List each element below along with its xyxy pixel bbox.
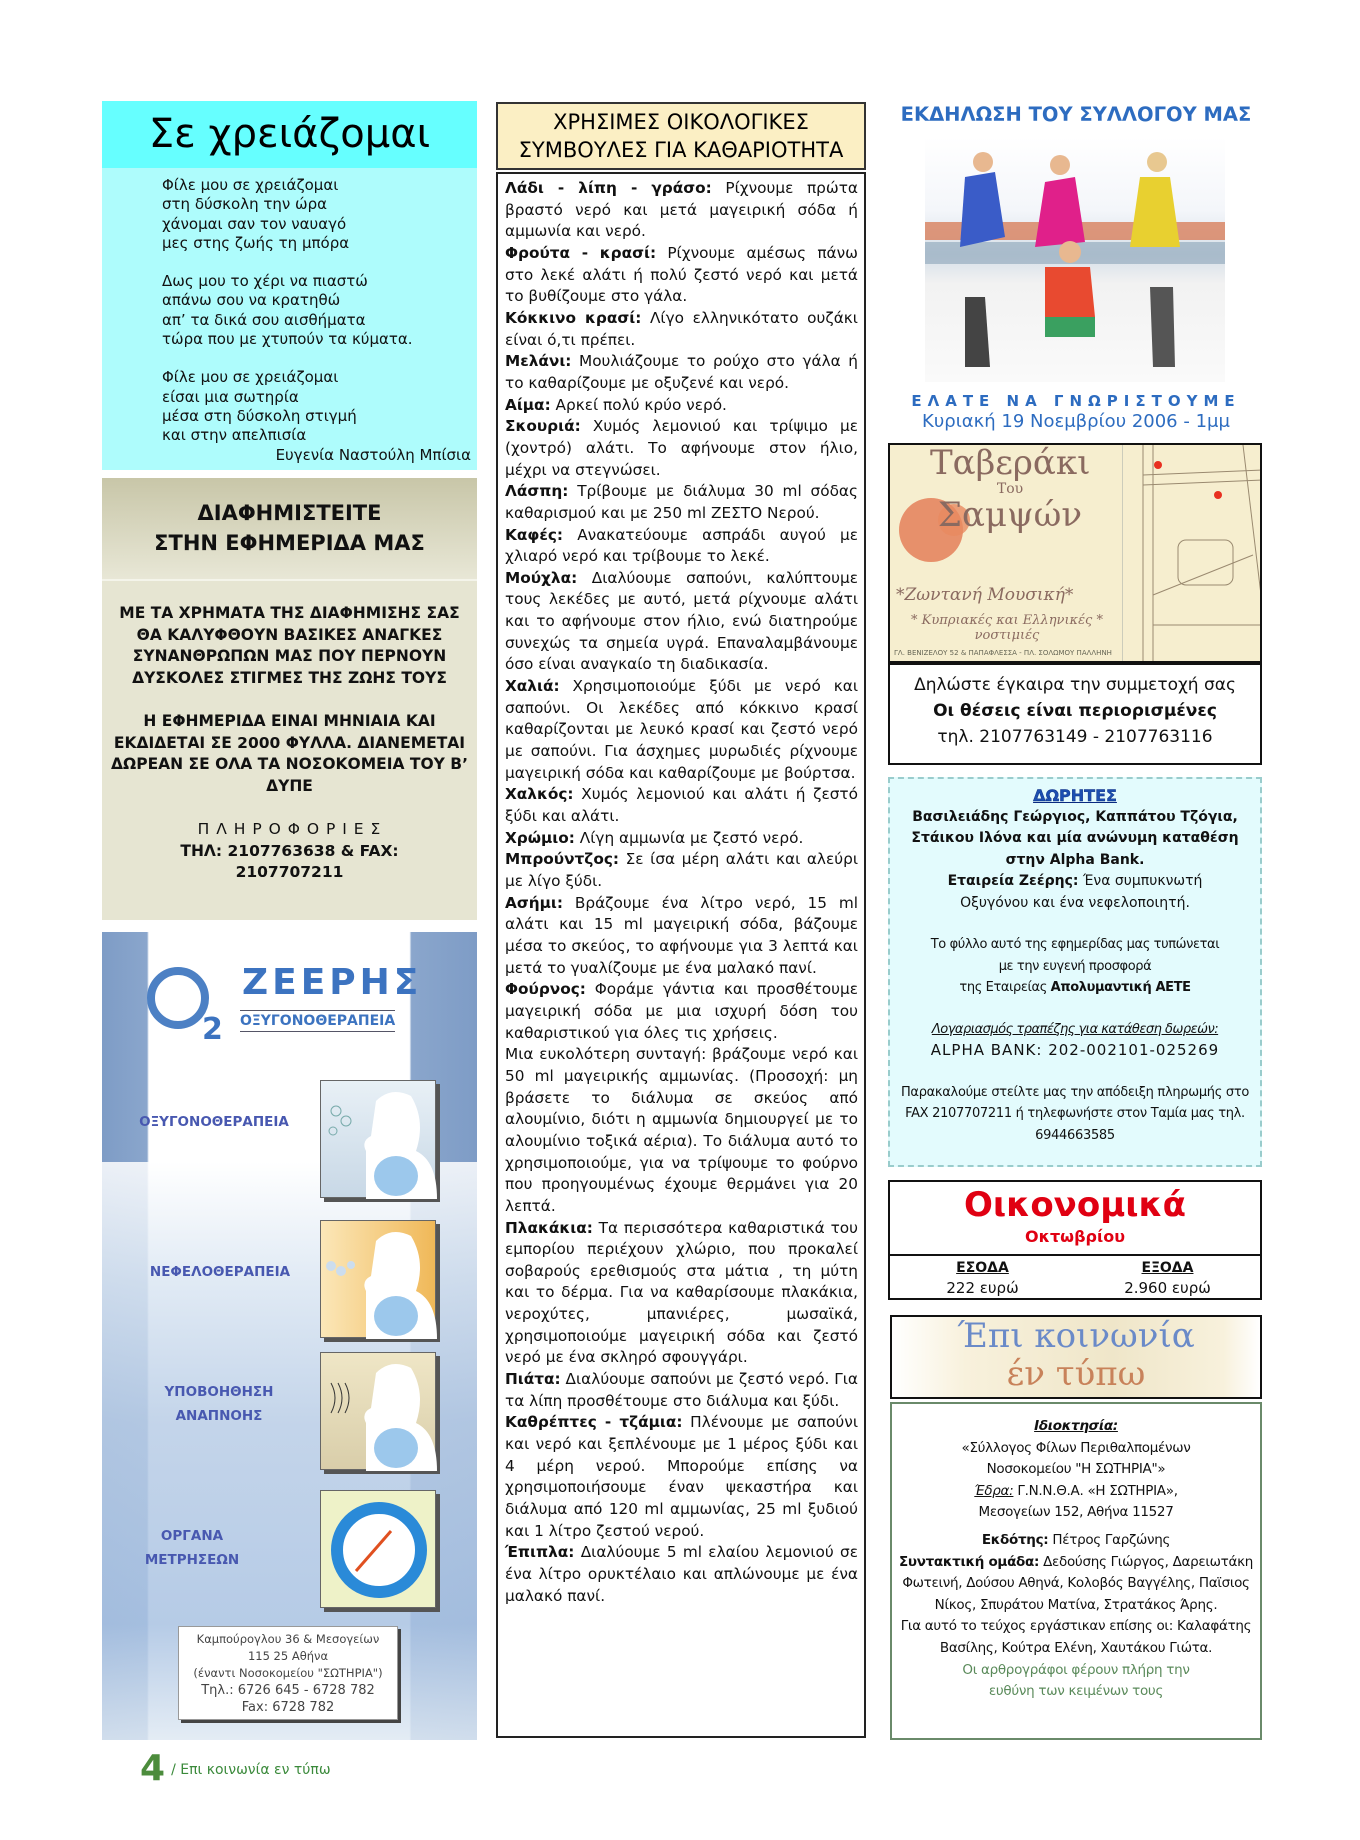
taverna-name-line: Του [996, 481, 1024, 497]
taverna-music: *Ζωντανή Μουσική* [896, 585, 1074, 605]
poem-line: απάνω σου να κρατηθώ [162, 291, 341, 310]
bank-account-label: Λογαριασμός τραπέζης για κατάθεση δωρεών: [931, 1021, 1219, 1037]
o2-logo-subscript: 2 [202, 1012, 223, 1047]
taverna-food-line: * Κυπριακές και Ελληνικές * [911, 613, 1103, 628]
tip-text: Αρκεί πολύ κρύο νερό. [550, 395, 727, 414]
tip-text: Σε ίσα μέρη αλάτι και αλεύρι με λίγο ξύδι. [505, 850, 858, 890]
tip-item [505, 1542, 858, 1607]
donor-company [890, 871, 1260, 914]
taverna-food-line: νοστιμιές [974, 628, 1040, 643]
tips-title-line: ΣΥΜΒΟΥΛΕΣ ΓΙΑ ΚΑΘΑΡΙΟΤΗΤΑ [518, 138, 844, 162]
tip-item [505, 828, 858, 850]
gauge-illustration-icon [320, 1490, 436, 1608]
poem-line: Φίλε μου σε χρειάζομαι [162, 368, 339, 387]
tip-text: Χυμός λεμονιού και τρίψιμο με (χοντρό) αλάτι. Το αφήνουμε στον ήλιο, μέχρι να στεγνώσει. [505, 417, 858, 479]
poem-line: είσαι μια σωτηρία [162, 387, 299, 406]
seat-label: Έδρα: [974, 1482, 1014, 1499]
print-sponsor-name: Απολυμαντική ΑΕΤΕ [1050, 980, 1191, 995]
address-line: (έναντι Νοσοκομείου "ΣΩΤΗΡΙΑ") [193, 1666, 383, 1680]
page-footer [140, 1748, 331, 1789]
tip-topic: Μούχλα: [505, 568, 578, 587]
nebulizer-illustration-icon [320, 1220, 436, 1338]
masthead-line: Έπι κοινωνία [957, 1316, 1195, 1356]
tip-item [505, 178, 858, 243]
seat-value: Γ.Ν.Ν.Θ.Α. «Η ΣΩΤΗΡΙΑ», [1013, 1482, 1178, 1499]
tip-topic: Πλακάκια: [505, 1218, 593, 1237]
poem-box [102, 101, 477, 470]
donors-box [888, 777, 1262, 1167]
rsvp-phone: τηλ. 2107763149 - 2107763116 [937, 727, 1213, 747]
tip-topic: Χαλιά: [505, 677, 560, 696]
tip-item [505, 395, 858, 417]
poem-line: μέσα στη δύσκολη στιγμή [162, 406, 357, 425]
tip-item [505, 676, 858, 784]
tip-text: Διαλύουμε σαπούνι, καλύπτουμε τους λεκέδες με αυτό, μετά ρίχνουμε αλάτι και το αφήνουμε στον ήλιο, ενώ διατηρούμε συνεχώς τα σημεία υγρά. Επαναλαμβάνουμε όσο είναι αναγκαίο τη διαδικασία. [505, 568, 858, 674]
tip-item [505, 893, 858, 980]
taverna-name [930, 445, 1090, 533]
zeeris-address [178, 1626, 398, 1720]
tip-text: Ρίχνουμε αμέσως πάνω στο λεκέ αλάτι ή πολύ ζεστό νερό και μετά το βυθίζουμε στο γάλα. [505, 243, 858, 306]
tip-item [505, 525, 858, 568]
rsvp-text: Δηλώστε έγκαιρα την συμμετοχή σας [914, 675, 1236, 695]
advertise-box [102, 478, 477, 920]
service-label: ΟΡΓΑΝΑ ΜΕΤΡΗΣΕΩΝ [144, 1528, 240, 1568]
bank-account-number: ALPHA BANK: 202-002101-025269 [930, 1041, 1220, 1059]
service-label: ΝΕΦΕΛΟΘΕΡΑΠΕΙΑ [149, 1264, 291, 1280]
poem-line: χάνομαι σαν τον ναυαγό [162, 214, 347, 233]
taverna-food [896, 613, 1118, 643]
tip-item [505, 1218, 858, 1370]
tip-text: Ανακατεύουμε ασπράδι αυγού με χλιαρό νερό και τρίβουμε το λεκέ. [505, 525, 858, 566]
tip-topic: Ασήμι: [505, 893, 563, 912]
taverna-advert [888, 443, 1262, 663]
tip-topic: Καθρέπτες - τζάμια: [505, 1413, 683, 1432]
service-label: ΥΠΟΒΟΗΘΗΣΗ ΑΝΑΠΝΟΗΣ [164, 1384, 274, 1424]
editorial-team-names: Δεδούσης Γιώργος, Δαρειωτάκη Φωτεινή, Δούσου Αθηνά, Κολοβός Βαγγέλης, Παϊσιος Νίκος, Σπυράτου Ματίνα, Στρατάκος Άρης. [902, 1553, 1254, 1613]
poem-line: στη δύσκολη την ώρα [162, 195, 327, 214]
tip-text: Χρησιμοποιούμε ξύδι με νερό και σαπούνι. Οι λεκέδες από κόκκινο κρασί καθαρίζονται με λευκό κρασί και ζεστό νερό με σαπούνι. Για άσχημες μυρωδιές ρίχνουμε μαγειρική σόδα και καθαρίζουμε με βούρτσα. [505, 677, 858, 782]
print-sponsor-text: με την ευγενή προσφορά [998, 958, 1152, 974]
poem-line: απ’ τα δικά σου αισθήματα [162, 310, 366, 329]
tip-topic: Κόκκινο κρασί: [505, 308, 642, 327]
zeeris-subtitle: ΟΞΥΓΟΝΟΘΕΡΑΠΕΙΑ [240, 1010, 395, 1032]
poem-stanza [162, 176, 477, 253]
disclaimer: Οι αρθρογράφοι φέρουν πλήρη την ευθύνη των κειμένων τους [962, 1661, 1190, 1700]
zeeris-advert [102, 932, 477, 1740]
tip-item [505, 849, 858, 892]
publisher-name: Πέτρος Γαρζώνης [1048, 1531, 1171, 1548]
event-painting [925, 137, 1225, 382]
tip-item [505, 416, 858, 481]
tip-text: Μουλιάζουμε το ρούχο στο γάλα ή το καθαρίζουμε με οξυζενέ και νερό. [505, 352, 858, 392]
income-label: ΕΣΟΔΑ [956, 1260, 1009, 1276]
print-sponsor-prefix: της Εταιρείας [959, 980, 1051, 995]
print-sponsor-text: Το φύλλο αυτό της εφημερίδας μας τυπώνεται [930, 937, 1220, 952]
poem-line: μες στης ζωής τη μπόρα [162, 233, 350, 252]
tip-text: Λίγη αμμωνία με ζεστό νερό. [574, 828, 804, 847]
editorial-team-label: Συντακτική ομάδα: [898, 1553, 1040, 1570]
tip-topic: Λάδι - λίπη - γράσο: [505, 179, 712, 197]
income-value: 222 ευρώ [946, 1279, 1019, 1297]
tip-topic: Αίμα: [505, 395, 551, 414]
publisher-label: Εκδότης: [981, 1531, 1049, 1548]
finances-month: Οκτωβρίου [1024, 1227, 1126, 1246]
finances-title: Οικονομικά [964, 1185, 1186, 1225]
tip-text: Ρίχνουμε πρώτα βραστό νερό και μετά μαγειρική σόδα ή αμμωνία και νερό. [505, 179, 858, 241]
donor-names: Βασιλειάδης Γεώργιος, Καππάτου Τζόγια, Στάικου Ιλόνα και μία ανώνυμη καταθέση στην Alpha Bank. [911, 808, 1239, 868]
seat-text [892, 1481, 1260, 1503]
address-line: Καμπούρογλου 36 & Μεσογείων [196, 1632, 380, 1646]
advertise-title-line: ΔΙΑΦΗΜΙΣΤΕΙΤΕ [197, 501, 382, 525]
poem-line: τώρα που με χτυπούν τα κύματα. [162, 330, 413, 349]
address-line: Fax: 6728 782 [241, 1700, 335, 1715]
expenses-value: 2.960 ευρώ [1124, 1279, 1211, 1297]
tip-text: Διαλύουμε 5 ml ελαίου λεμονιού σε ένα λίτρο ορυκτέλαιο και απλώνουμε με ένα μαλακό πανί. [505, 1543, 858, 1605]
service-label: ΟΞΥΓΟΝΟΘΕΡΑΠΕΙΑ [139, 1114, 289, 1130]
tip-item [505, 568, 858, 676]
tip-topic: Φρούτα - κρασί: [505, 243, 657, 262]
o2-logo-icon [147, 967, 209, 1029]
income-column [890, 1257, 1075, 1298]
tip-topic: Χαλκός: [505, 785, 574, 804]
tip-text: Λίγο ελληνικότατο ουζάκι είναι ό,τι πρέπει. [505, 308, 858, 349]
event-title: ΕΚΔΗΛΩΣΗ ΤΟΥ ΣΥΛΛΟΓΟΥ ΜΑΣ [900, 103, 1252, 126]
tip-text: Διαλύουμε σαπούνι με ζεστό νερό. Για τα λίπη προσθέτουμε στο διάλυμα και ξύδι. [505, 1370, 858, 1410]
imprint-box [890, 1402, 1262, 1740]
taverna-name-line: Ταβεράκι [930, 443, 1091, 483]
publisher [892, 1530, 1260, 1552]
poem-line: και στην απελπισία [162, 426, 307, 445]
tip-item [505, 1412, 858, 1542]
tip-text: Πλένουμε με σαπούνι και νερό και ξεπλένουμε με 1 μέρος ξύδι και 4 μέρη νερού. Μπορούμε επίσης να χρησιμοποιήσουμε έναν ψεκαστήρα και διάλυμα από 120 ml αμμωνίας, 25 ml ξυδιού και 1 λίτρο ζεστού νερού. [505, 1413, 858, 1540]
tips-title-line: ΧΡΗΣΙΜΕΣ ΟΙΚΟΛΟΓΙΚΕΣ [553, 110, 809, 134]
tip-topic: Έπιπλα: [505, 1543, 575, 1562]
tips-title [496, 102, 866, 170]
tip-topic: Λάσπη: [505, 482, 569, 501]
tip-topic: Φούρνος: [505, 980, 586, 999]
zeeris-brand: ΖΕΕΡΗΣ [242, 962, 423, 1003]
finances-box [888, 1180, 1262, 1300]
tip-item [505, 481, 858, 524]
tip-text: Τα περισσότερα καθαριστικά του εμπορίου περιέχουν χλώριο, που προκαλεί σοβαρούς ερεθισμούς στα μάτια , τη μύτη και το δέρμα. Για να καθαρίσουμε πλακάκια, νεροχύτες, μπανιέρες, μωσαϊκά, χρησιμοποιούμε μαγειρική σόδα και ζεστό νερό με ένα σκληρό σφουγγάρι. [505, 1218, 858, 1367]
tip-item [505, 308, 858, 351]
seat-address: Μεσογείων 152, Αθήνα 11527 [978, 1504, 1174, 1521]
address-line: 115 25 Αθήνα [247, 1649, 329, 1663]
ownership-label: Ιδιοκτησία: [1034, 1418, 1118, 1434]
tip-item [505, 243, 858, 308]
tip-topic: Σκουριά: [505, 417, 581, 436]
contributors: Για αυτό το τεύχος εργάστικαν επίσης οι: Καλαφάτης Βασίλης, Κούτρα Ελένη, Χαυτάκου Γιώτα. [900, 1618, 1252, 1656]
poem-line: Φίλε μου σε χρειάζομαι [162, 176, 339, 194]
tip-text: Χυμός λεμονιού και αλάτι ή ζεστό ξύδι και αλάτι. [505, 785, 858, 826]
masthead-line: έν τύπω [1006, 1354, 1146, 1394]
tip-topic: Μπρούντζος: [505, 850, 620, 869]
breathing-support-illustration-icon [320, 1352, 436, 1470]
print-sponsor-text [890, 977, 1260, 999]
tip-item [505, 1369, 858, 1412]
expenses-column [1075, 1257, 1260, 1298]
tips-article [496, 172, 866, 1738]
tip-item [505, 1044, 858, 1217]
rsvp-text: Οι θέσεις είναι περιορισμένες [933, 701, 1217, 721]
tip-text: Μια ευκολότερη συνταγή: βράζουμε νερό και 50 ml μαγειρικής αμμωνίας. (Προσοχή: μη βράσετε το διάλυμα σε σκεύος από αλουμίνιο, διότι η αμμωνία δημιουργεί με το αλουμίνιο τοξικά αέρια). Το διάλυμα αυτό το χρησιμοποιούμε, για να τρίψουμε το φούρνο που προηγουμένως έχουμε θερμάνει για 20 λεπτά. [505, 1045, 858, 1215]
payment-note: Παρακαλούμε στείλτε μας την απόδειξη πληρωμής στο FAX 2107707211 ή τηλεφωνήστε στον Ταμία μας τηλ. 6944663585 [900, 1084, 1250, 1143]
tip-text: Τρίβουμε με διάλυμα 30 ml σόδας καθαρισμού και με 250 ml ΖΕΣΤΟ Νερού. [505, 482, 858, 522]
rsvp-box [888, 663, 1262, 765]
event-date: Κυριακή 19 Νοεμβρίου 2006 - 1μμ [922, 411, 1230, 432]
expenses-label: ΕΞΟΔΑ [1141, 1260, 1194, 1276]
oxygen-therapy-illustration-icon [320, 1080, 436, 1198]
donors-title: ΔΩΡΗΤΕΣ [1033, 786, 1117, 805]
tip-topic: Χρώμιο: [505, 828, 575, 847]
tip-item [505, 979, 858, 1044]
donor-company-name: Εταιρεία Ζεέρης: [947, 873, 1079, 889]
taverna-name-line: Σαμψών [937, 495, 1083, 535]
tip-text: Βράζουμε ένα λίτρο νερό, 15 ml αλάτι και 15 ml μαγειρική σόδα, βάζουμε μέσα το σκεύος, το αφήνουμε για 3 λεπτά και μετά το γυαλίζουμε με ένα μαλακό πανί. [505, 893, 858, 977]
editorial-team [892, 1552, 1260, 1617]
page-number: 4 [140, 1748, 166, 1789]
taverna-map [1122, 445, 1262, 661]
poem-line: Δως μου το χέρι να πιαστώ [162, 272, 368, 291]
advertise-text: ΜΕ ΤΑ ΧΡΗΜΑΤΑ ΤΗΣ ΔΙΑΦΗΜΙΣΗΣ ΣΑΣ ΘΑ ΚΑΛΥΦΘΟΥΝ ΒΑΣΙΚΕΣ ΑΝΑΓΚΕΣ ΣΥΝΑΝΘΡΩΠΩΝ ΜΑΣ ΠΟΥ ΠΕΡΝΟΥΝ ΔΥΣΚΟΛΕΣ ΣΤΙΓΜΕΣ ΤΗΣ ΖΩΗΣ ΤΟΥΣ [119, 604, 460, 687]
advertise-title [102, 478, 477, 581]
ownership-text: «Σύλλογος Φίλων Περιθαλπομένων [961, 1439, 1191, 1456]
advertise-title-line: ΣΤΗΝ ΕΦΗΜΕΡΙΔΑ ΜΑΣ [154, 531, 425, 555]
poem-author: Ευγενία Ναστούλη Μπίσια [275, 446, 471, 464]
ownership-text: Νοσοκομείου "Η ΣΩΤΗΡΙΑ"» [986, 1461, 1166, 1478]
info-label: Π Λ Η Ρ Ο Φ Ο Ρ Ι Ε Σ [197, 820, 382, 838]
newspaper-masthead [890, 1315, 1262, 1399]
contact-phone: ΤΗΛ: 2107763638 & FAX: 2107707211 [180, 841, 399, 881]
tip-topic: Καφές: [505, 525, 564, 544]
poem-title: Σε χρειάζομαι [102, 101, 477, 168]
donor-company-gift: Ένα συμπυκνωτή Οξυγόνου και ένα νεφελοποιητή. [960, 873, 1203, 911]
event-subtitle: ΕΛΑΤΕ ΝΑ ΓΝΩΡΙΣΤΟΥΜΕ [911, 392, 1241, 410]
tip-item [505, 784, 858, 827]
advertise-text: Η ΕΦΗΜΕΡΙΔΑ ΕΙΝΑΙ ΜΗΝΙΑΙΑ ΚΑΙ ΕΚΔΙΔΕΤΑΙ ΣΕ 2000 ΦΥΛΛΑ. ΔΙΑΝΕΜΕΤΑΙ ΔΩΡΕΑΝ ΣΕ ΟΛΑ ΤΑ ΝΟΣΟΚΟΜΕΙΑ ΤΟΥ Β’ ΔΥΠΕ [111, 712, 468, 795]
address-line: Τηλ.: 6726 645 - 6728 782 [201, 1683, 375, 1698]
tip-item [505, 351, 858, 394]
poem-body [102, 168, 477, 446]
taverna-address: ΓΛ. ΒΕΝΙΖΕΛΟΥ 52 & ΠΑΠΑΦΛΕΣΣΑ - ΠΛ. ΣΟΛΩΜΟΥ ΠΑΛΛΗΝΗ [894, 649, 1112, 657]
tip-topic: Μελάνι: [505, 352, 572, 371]
tip-topic: Πιάτα: [505, 1370, 561, 1389]
footer-title: / Επι κοινωνία εν τύπω [171, 1762, 331, 1778]
poem-stanza [162, 272, 477, 349]
poem-stanza [162, 368, 477, 445]
tip-text: Φοράμε γάντια και προσθέτουμε μαγειρική σόδα με μια ισχυρή δόση του καθαριστικού για όλες τις χρήσεις. [505, 980, 858, 1042]
